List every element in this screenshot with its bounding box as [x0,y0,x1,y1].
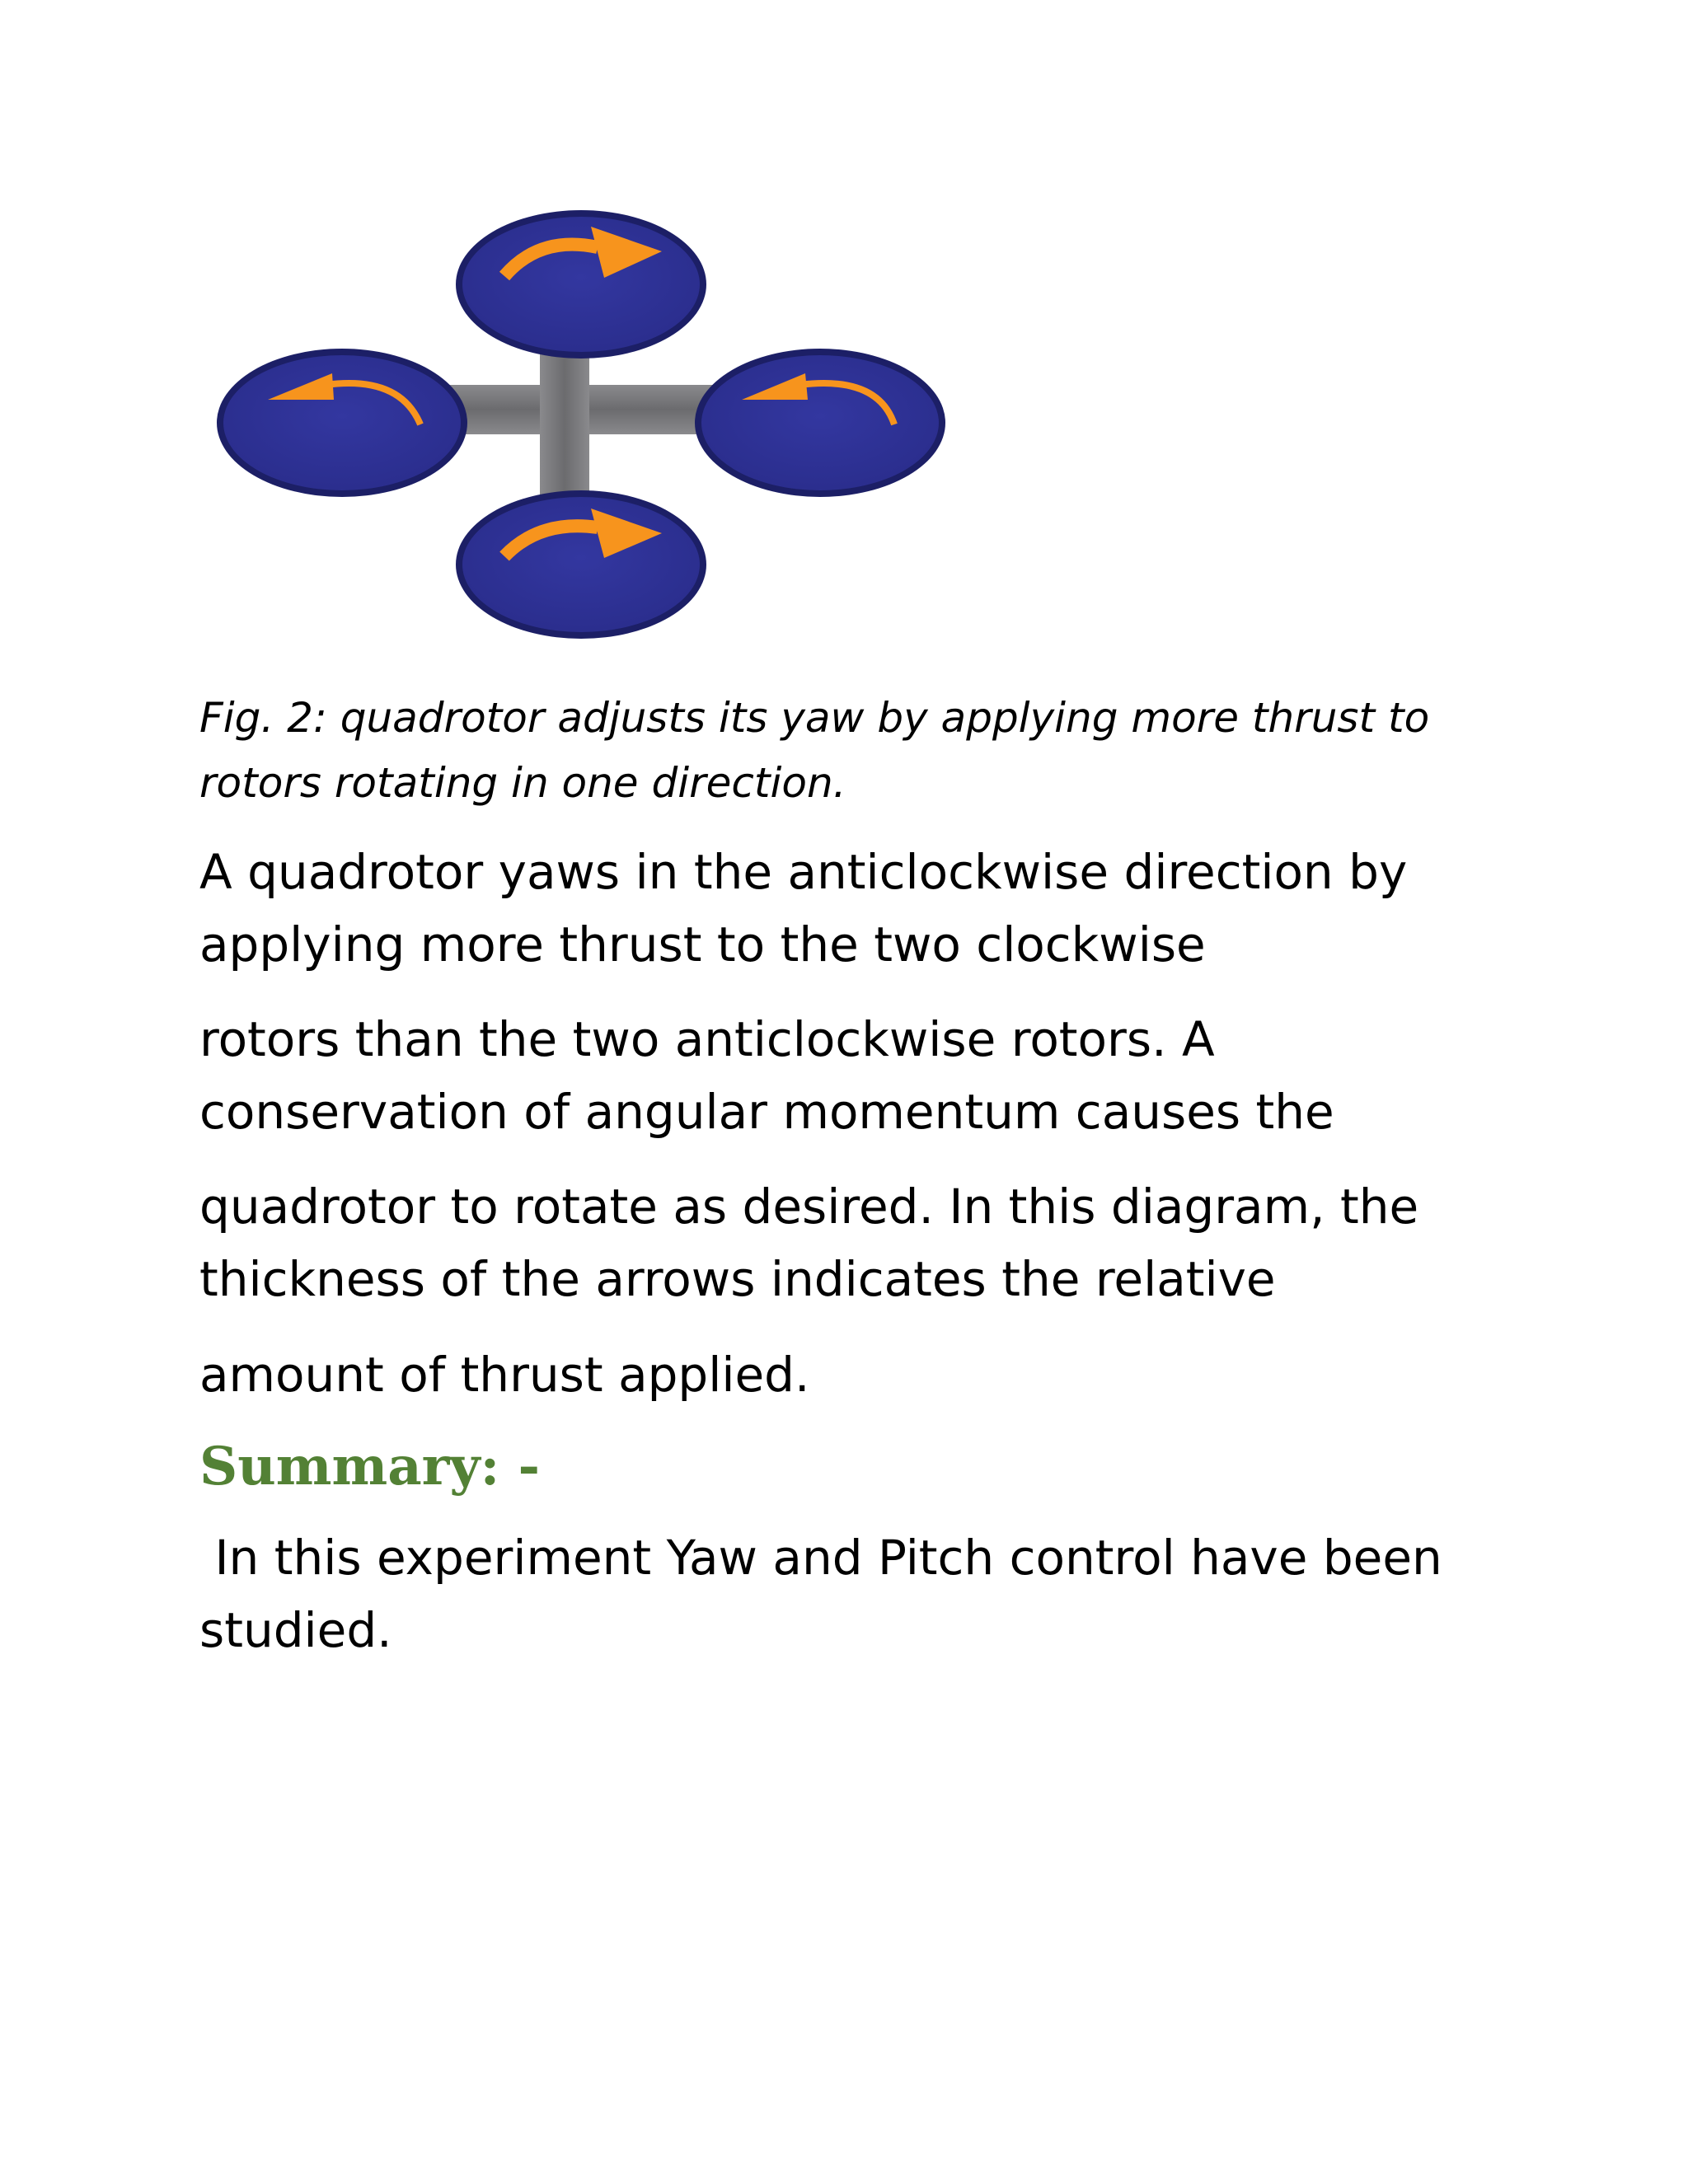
body-paragraph: amount of thrust applied. [199,1347,810,1403]
rotor-bottom-icon [456,490,706,639]
quadrotor-figure [210,202,968,655]
summary-text: In this experiment Yaw and Pitch control have been studied. [199,1530,1458,1658]
figure-caption: Fig. 2: quadrotor adjusts its yaw by applying more thrust to rotors rotating in one direction. [199,694,1430,807]
rotor-left-icon [217,349,467,497]
body-paragraph: rotors than the two anticlockwise rotors. A conservation of angular momentum causes the [199,1011,1334,1140]
body-paragraph: quadrotor to rotate as desired. In this diagram, the thickness of the arrows indicates the relative [199,1179,1419,1307]
rotor-top-icon [456,210,706,359]
quadrotor-diagram [210,202,968,655]
rotor-right-icon [695,349,945,497]
summary-heading: Summary: - [199,1436,541,1497]
body-paragraph: A quadrotor yaws in the anticlockwise direction by applying more thrust to the two clockwise [199,844,1408,972]
